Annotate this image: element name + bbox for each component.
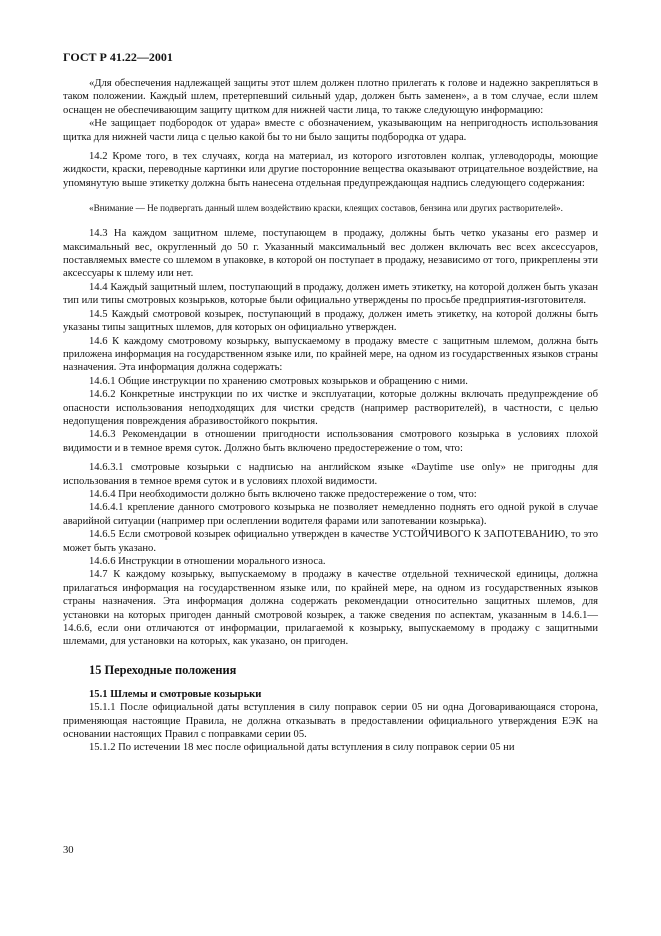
paragraph: 14.4 Каждый защитный шлем, поступающий в продажу, должен иметь этикетку, на которой должен быть указан тип или типы смотровых козырьков, которые были официально утверждены по просьбе предприятия-изготовителя. xyxy=(63,281,598,307)
paragraph: 14.6.1 Общие инструкции по хранению смотровых козырьков и обращению с ними. xyxy=(89,375,468,387)
paragraph: 14.6 К каждому смотровому козырьку, выпускаемому в продажу вместе с защитным шлемом, должна быть приложена информация на государственном языке или, по крайней мере, на одном из государственных языков страны назначения. Эта информация должна содержать: xyxy=(63,335,598,374)
paragraph: 14.6.3.1 смотровые козырьки с надписью на английском языке «Daytime use only» не пригодны для использования в темное время суток и в условиях плохой видимости. xyxy=(63,462,598,487)
paragraph: 15.1.1 После официальной даты вступления в силу поправок серии 05 ни одна Договаривающаяся сторона, применяющая настоящие Правила, не должна отказывать в предоставлении официального утверждения ЕЭК на основании настоящих Правил с поправками серии 05. xyxy=(63,702,598,741)
paragraph: 14.6.3 Рекомендации в отношении пригодности использования смотрового козырька в условиях плохой видимости и в темное время суток. Должно быть включено предостережение о том, что: xyxy=(63,429,598,454)
document-header: ГОСТ Р 41.22—2001 xyxy=(63,50,173,64)
paragraph: 14.3 На каждом защитном шлеме, поступающем в продажу, должны быть четко указаны его размер и максимальный вес, округленный до 50 г. Указанный максимальный вес должен включать вес всех аксессуаров, поставляемых вместе со шлемом в упаковке, в которой он поступает в продажу, независимо от того, прикреплены эти аксессуары к шлему или нет. xyxy=(63,228,598,280)
paragraph: 14.7 К каждому козырьку, выпускаемому в продажу в качестве отдельной технической единицы, должна прилагаться информация на государственном языке или, по крайней мере, на одном из государственных языков страны назначения. Эта информация должна содержать рекомендации относительно защитных шлемов, для установки на которых пригоден данный смотровой козырек, а также сведения по аспектам, указанным в 14.6.1—14.6.6, если они отличаются от информации, прилагаемой к козырьку, выпускаемому в продажу с защитными шлемами, для установки на которых, как указано, он пригоден. xyxy=(63,569,598,648)
paragraph: 14.6.6 Инструкции в отношении морального износа. xyxy=(89,556,326,567)
paragraph: 14.6.5 Если смотровой козырек официально утвержден в качестве УСТОЙЧИВОГО К ЗАПОТЕВАНИЮ, то это может быть указано. xyxy=(63,529,598,554)
paragraph: 14.6.4.1 крепление данного смотрового козырька не позволяет немедленно поднять его одной рукой в случае аварийной ситуации (например при ослеплении водителя фарами или запотевании козырька). xyxy=(63,502,598,527)
warning-note: «Внимание — Не подвергать данный шлем воздействию краски, клеящих составов, бензина или других растворителей». xyxy=(89,203,563,214)
paragraph: «Не защищает подбородок от удара» вместе с обозначением, указывающим на непригодность использования щитка для нижней части лица с целью какой бы то ни было защиты подбородка от удара. xyxy=(63,118,598,143)
page-number: 30 xyxy=(63,845,74,856)
paragraph: «Для обеспечения надлежащей защиты этот шлем должен плотно прилегать к голове и надежно закрепляться в таком положении. Каждый шлем, претерпевший сильный удар, должен быть заменен», а в том случае, если шлем оснащен не обеспечивающим защиту щитком для нижней части лица, то также следующую информацию: xyxy=(63,78,598,116)
paragraph: 14.2 Кроме того, в тех случаях, когда на материал, из которого изготовлен колпак, углеводороды, моющие жидкости, краски, переводные картинки или другие посторонние вещества оказывают отрицательное воздействие, на упомянутую выше этикетку должна быть нанесена отдельная предупреждающая надпись следующего содержания: xyxy=(63,151,598,189)
subsection-heading: 15.1 Шлемы и смотровые козырьки xyxy=(89,688,262,700)
paragraph: 14.5 Каждый смотровой козырек, поступающий в продажу, должен иметь этикетку, на которой должны быть указаны типы защитных шлемов, для которых он официально утвержден. xyxy=(63,308,598,334)
paragraph: 15.1.2 По истечении 18 мес после официальной даты вступления в силу поправок серии 05 ни xyxy=(89,742,515,754)
section-heading: 15 Переходные положения xyxy=(89,662,237,677)
paragraph: 14.6.4 При необходимости должно быть включено также предостережение о том, что: xyxy=(89,488,477,500)
paragraph: 14.6.2 Конкретные инструкции по их чистке и эксплуатации, которые должны включать предупреждение об опасности использования неподходящих для чистки средств (например растворителей), в частности, с целью недопущения повреждения абразивостойкого покрытия. xyxy=(63,389,598,427)
